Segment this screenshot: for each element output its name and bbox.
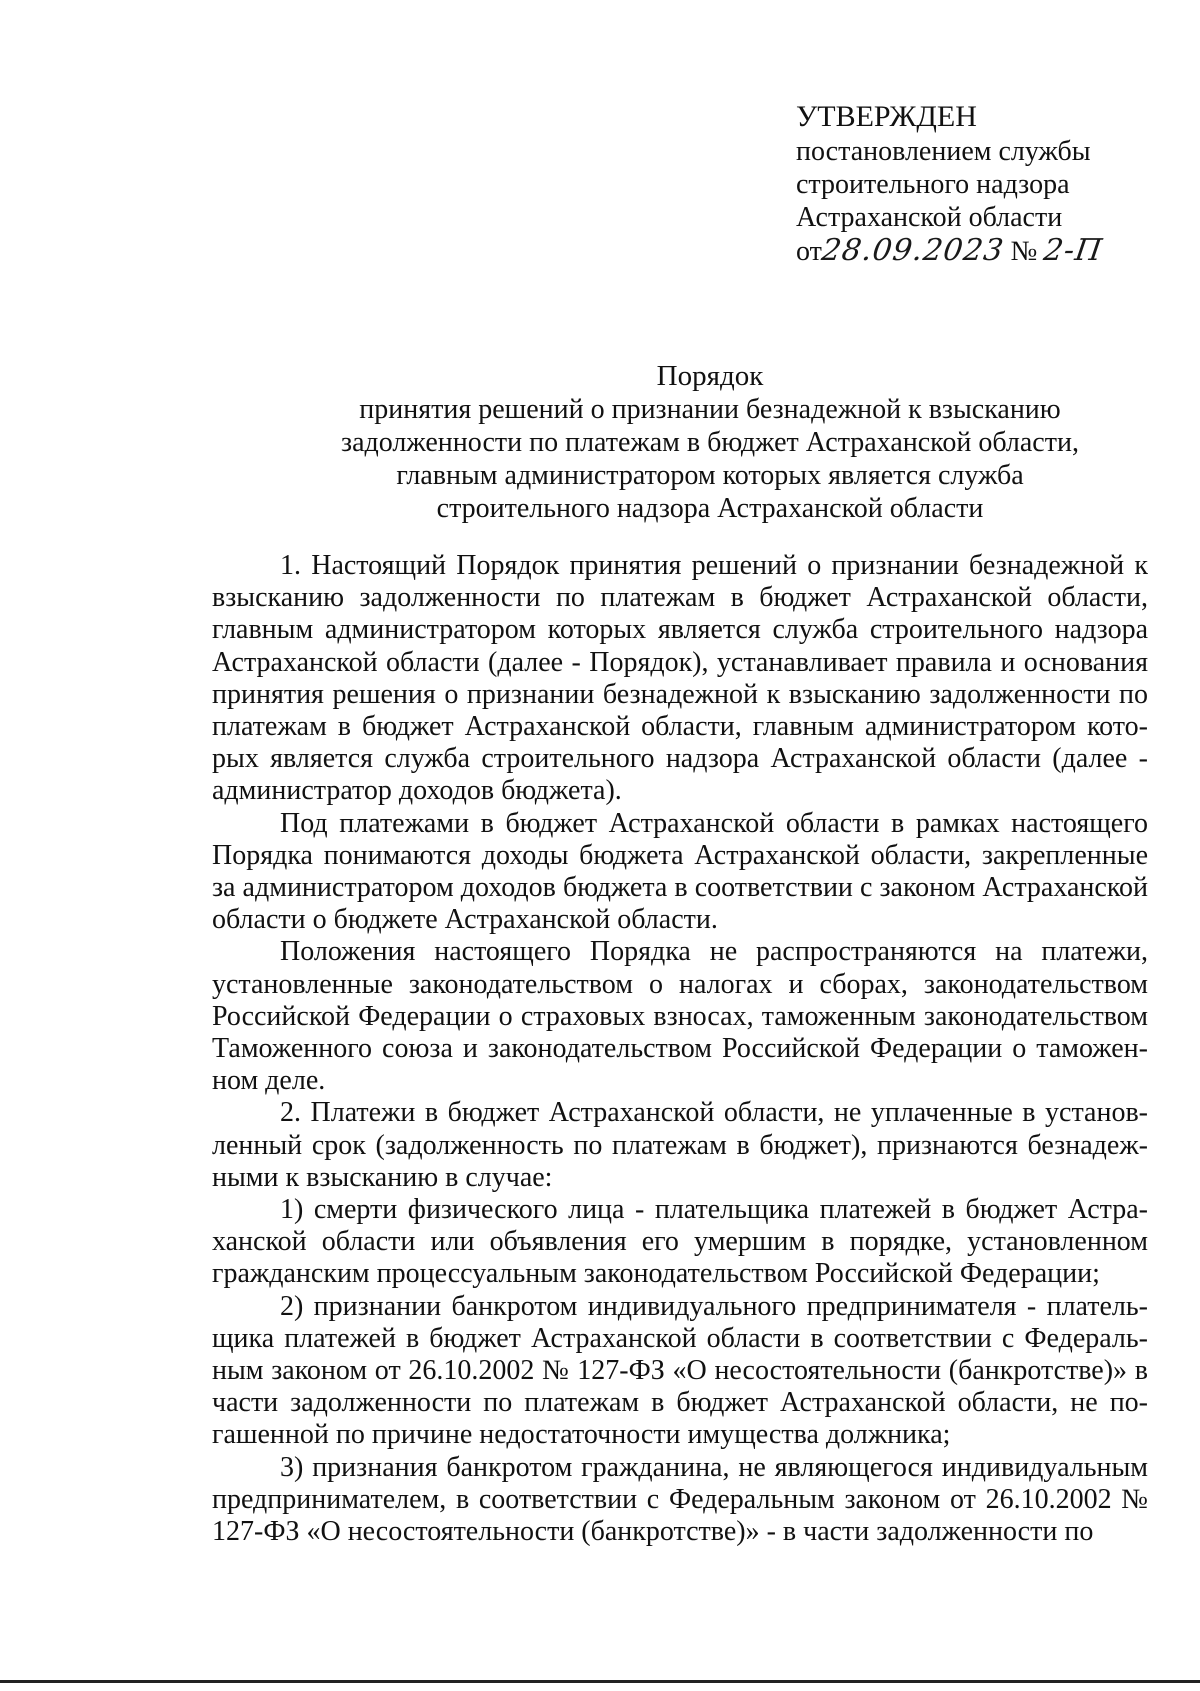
approval-line-2: строительного надзора [796,169,1070,200]
paragraph-6: 2) признании банкротом индивидуального предпринимателя - плательщика платежей в бюджет Астраханской области в соответствии с Федеральным законом от 26.10.2002 № 127-ФЗ «О несостоятельности (банкротстве)» в части задолженности по платежам в бюджет Астраханской области, не погашенной по причине недостаточности имущества должника; [212,1290,1148,1451]
paragraph-4: 2. Платежи в бюджет Астраханской области, не уплаченные в установленный срок (задолженность по платежам в бюджет), признаются безнадежными к взысканию в случае: [212,1097,1148,1193]
paragraph-7: 3) признания банкротом гражданина, не являющегося индивидуальным предпринимателем, в соответствии с Федеральным законом от 26.10.2002 № 127-ФЗ «О несостоятельности (банкротстве)» - в части задолженности по [212,1451,1148,1548]
approval-stamp [796,100,1176,268]
paragraph-3: Положения настоящего Порядка не распространяются на платежи, установленные законодательством о налогах и сборах, законодательством Российской Федерации о страховых взносах, таможенным законодательством Таможенного союза и законодательством Российской Федерации о таможенном деле. [212,936,1148,1097]
document-body [212,550,1148,1548]
approval-line-1: постановлением службы [796,136,1091,167]
handwritten-date: 28.09.2023 [819,233,1007,268]
title-main: Порядок [656,360,764,392]
number-prefix: № [1010,236,1038,267]
title-line-4: строительного надзора Астраханской области [436,493,984,524]
title-line-2: задолженности по платежам в бюджет Астраханской области, [341,427,1079,458]
title-line-1: принятия решений о признании безнадежной к взысканию [359,394,1061,425]
paragraph-5: 1) смерти физического лица - плательщика платежей в бюджет Астраханской области или объявления его умершим в порядке, установленном гражданским процессуальным законодательством Российской Федерации; [212,1194,1148,1290]
page-bottom-rule [0,1680,1200,1683]
date-prefix: от [796,236,822,267]
document-title [210,360,1200,525]
handwritten-number: 2-П [1041,233,1106,268]
approval-line-3: Астраханской области [796,202,1063,233]
approval-date-line [796,234,1176,268]
approval-heading: УТВЕРЖДЕН [796,100,977,133]
title-line-3: главным администратором которых является служба [396,460,1024,491]
paragraph-2: Под платежами в бюджет Астраханской области в рамках настоящего Порядка понимаются доходы бюджета Астраханской области, закрепленные за администратором доходов бюджета в соответствии с законом Астраханской области о бюджете Астраханской области. [212,807,1148,936]
paragraph-1: 1. Настоящий Порядок принятия решений о признании безнадежной к взысканию задолженности по платежам в бюджет Астраханской области, главным администратором которых является служба строительного надзора Астраханской области (далее - Порядок), устанавливает правила и основания принятия решения о признании безнадежной к взысканию задолженности по платежам в бюджет Астраханской области, главным администратором которых является служба строительного надзора Астраханской области (далее - администратор доходов бюджета). [212,550,1148,807]
